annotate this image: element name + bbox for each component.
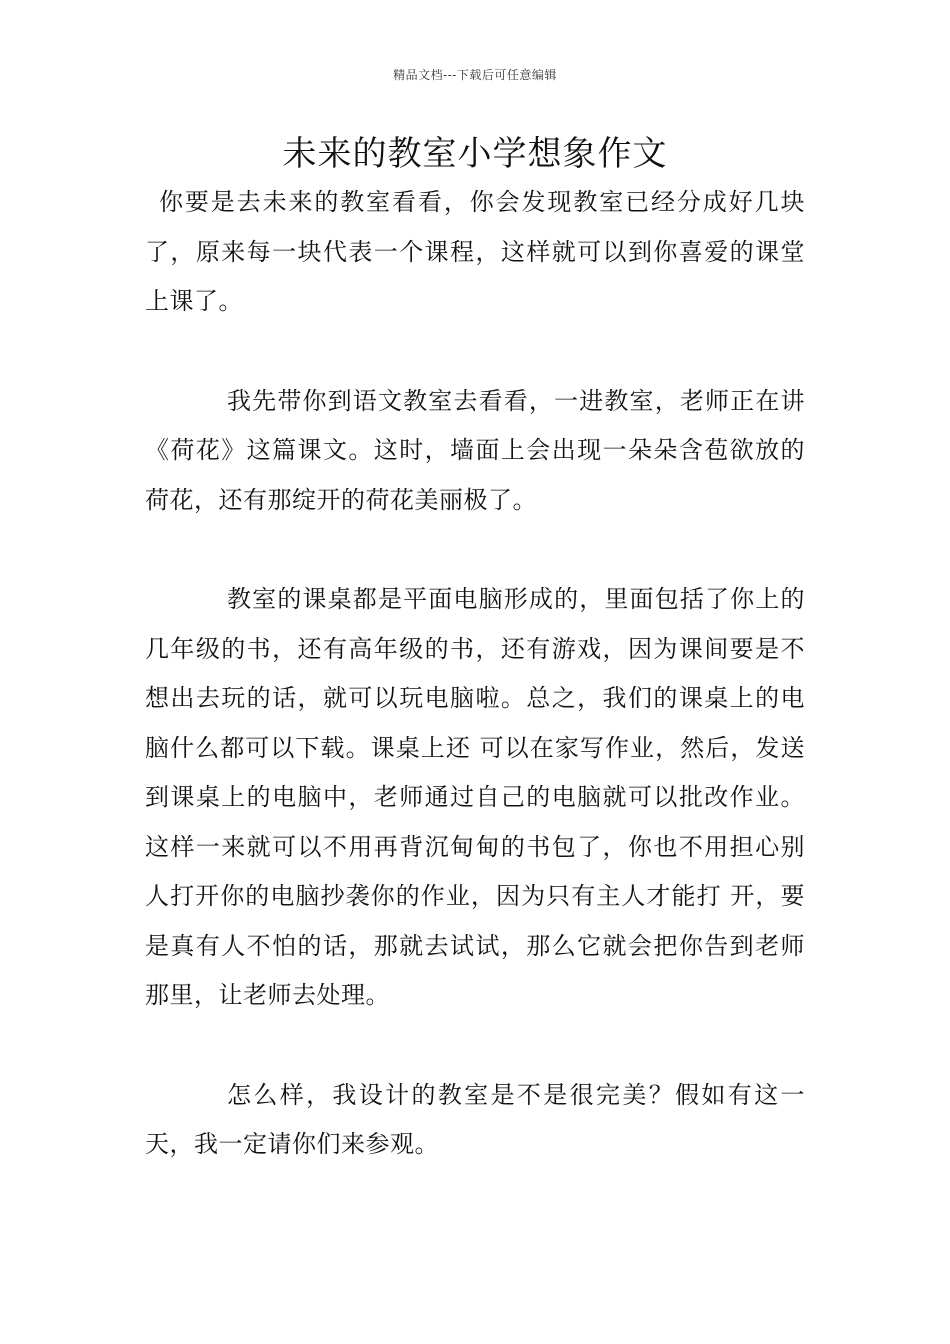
paragraph-4: 怎么样，我设计的教室是不是很完美？假如有这一天，我一定请你们来参观。 [145, 1080, 805, 1158]
paragraph-spacer [145, 1021, 805, 1071]
essay-title: 未来的教室小学想象作文 [282, 134, 668, 174]
paragraph-2: 我先带你到语文教室去看看，一进教室，老师正在讲《荷花》这篇课文。这时，墙面上会出现一朵朵含苞欲放的荷花，还有那绽开的荷花美丽极了。 [145, 386, 805, 514]
paragraph-spacer [145, 525, 805, 575]
paragraph-3: 教室的课桌都是平面电脑形成的，里面包括了你上的几年级的书，还有高年级的书，还有游戏，因为课间要是不想出去玩的话，就可以玩电脑啦。总之，我们的课桌上的电脑什么都可以下载。课桌上还 可以在家写作业，然后，发送到课桌上的电脑中，老师通过自己的电脑就可以批改作业。这样一来就可以不用再背沉甸甸的书包了，你也不用担心别人打开你的电脑抄袭你的作业，因为只有主人才能打 开，要是真有人不怕的话，那就去试试，那么它就会把你告到老师那里，让老师去处理。 [145, 585, 805, 1009]
paragraph-spacer [145, 327, 805, 377]
paragraph-1: 你要是去未来的教室看看，你会发现教室已经分成好几块了，原来每一块代表一个课程，这样就可以到你喜爱的课堂上课了。 [145, 188, 805, 315]
essay-body [145, 178, 805, 1170]
header-note: 精品文档---下载后可任意编辑 [393, 68, 557, 82]
